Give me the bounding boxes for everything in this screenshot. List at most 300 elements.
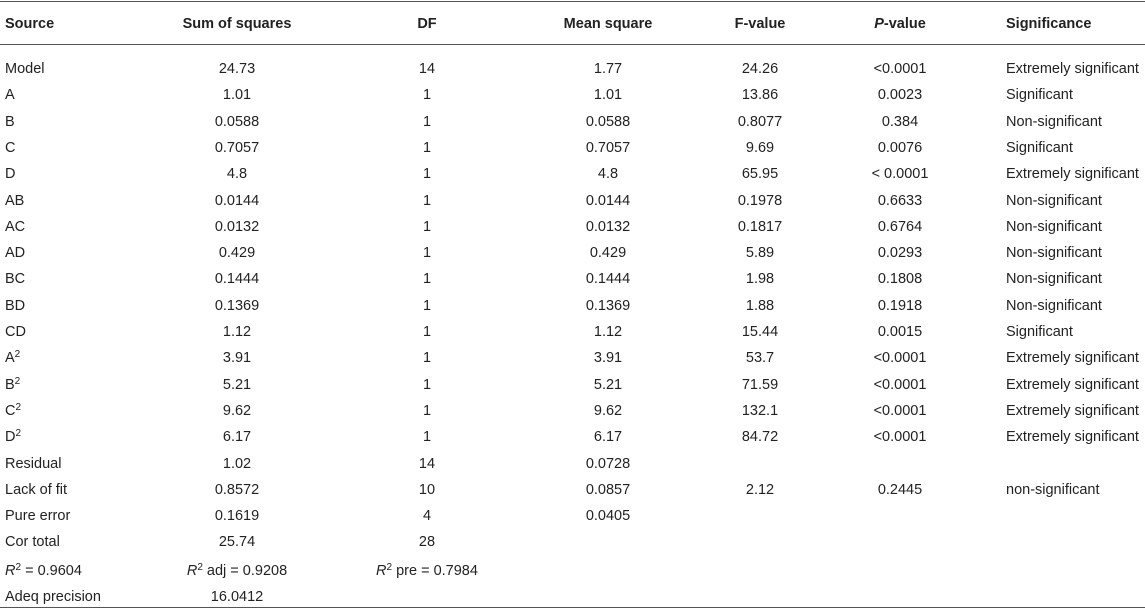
cell-df <box>347 503 507 529</box>
sum-of-squares-text: 3.91 <box>222 350 252 366</box>
cell-source <box>5 398 21 424</box>
f-value-text: 24.26 <box>741 61 779 77</box>
significance-text: Extremely significant <box>1006 403 1139 419</box>
f-value-text: 84.72 <box>741 429 779 445</box>
cell-df <box>347 161 507 187</box>
table-row <box>0 293 1145 319</box>
cell-sum-of-squares <box>157 345 317 371</box>
f-value-text: 65.95 <box>741 166 779 182</box>
df-text: 28 <box>418 534 436 550</box>
sum-of-squares-text: 6.17 <box>222 429 252 445</box>
cell-sum-of-squares <box>157 240 317 266</box>
df-text: 1 <box>422 114 432 130</box>
sum-of-squares-text: 0.0132 <box>214 219 260 235</box>
cell-p-value <box>820 424 980 450</box>
sum-of-squares-text: 1.01 <box>222 87 252 103</box>
source-text: Residual <box>5 456 62 472</box>
cell-p-value <box>820 372 980 398</box>
mean-square-text: 1.77 <box>593 61 623 77</box>
cell-df <box>347 56 507 82</box>
header-p-rest: -value <box>883 16 926 32</box>
cell-mean-square <box>528 266 688 292</box>
cell-f-value <box>680 451 840 477</box>
sum-of-squares-text: 0.0588 <box>214 114 260 130</box>
cell-source <box>5 503 70 529</box>
cell-source <box>5 529 60 555</box>
cell-df <box>347 188 507 214</box>
mean-square-text: 0.0132 <box>585 219 631 235</box>
p-value-text: <0.0001 <box>873 350 927 366</box>
sum-of-squares-text: 9.62 <box>222 403 252 419</box>
cell-df <box>347 424 507 450</box>
source-text: B <box>5 377 15 393</box>
cell-sum-of-squares <box>157 188 317 214</box>
table-row <box>0 372 1145 398</box>
cell-sum-of-squares <box>157 477 317 503</box>
source-text: Lack of fit <box>5 482 68 498</box>
cell-f-value <box>680 56 840 82</box>
cell-source <box>5 372 20 398</box>
cell-df <box>347 266 507 292</box>
significance-text: Extremely significant <box>1006 61 1139 77</box>
cell-p-value <box>820 319 980 345</box>
source-text: C <box>5 403 16 419</box>
cell-sum-of-squares <box>157 372 317 398</box>
cell-significance <box>1006 293 1102 319</box>
r2-pre-symbol: R <box>376 563 387 579</box>
cell-df <box>347 82 507 108</box>
cell-df <box>347 135 507 161</box>
cell-mean-square <box>528 135 688 161</box>
cell-sum-of-squares <box>157 503 317 529</box>
cell-p-value <box>820 529 980 555</box>
cell-sum-of-squares <box>157 161 317 187</box>
cell-df <box>347 214 507 240</box>
p-value-text: 0.384 <box>881 114 919 130</box>
cell-significance <box>1006 161 1139 187</box>
mean-square-text: 0.0728 <box>585 456 631 472</box>
cell-df <box>347 398 507 424</box>
cell-mean-square <box>528 345 688 371</box>
cell-df <box>347 372 507 398</box>
df-text: 1 <box>422 87 432 103</box>
r2-adj-cell <box>157 558 317 584</box>
mean-square-text: 4.8 <box>597 166 619 182</box>
f-value-text: 13.86 <box>741 87 779 103</box>
cell-sum-of-squares <box>157 56 317 82</box>
cell-mean-square <box>528 293 688 319</box>
header-mean-square: Mean square <box>563 16 653 32</box>
p-value-text: 0.0076 <box>877 140 923 156</box>
f-value-text: 0.1978 <box>737 193 783 209</box>
mean-square-text: 0.1369 <box>585 298 631 314</box>
source-text: D <box>5 429 16 445</box>
cell-sum-of-squares <box>157 398 317 424</box>
cell-mean-square <box>528 529 688 555</box>
cell-sum-of-squares <box>157 135 317 161</box>
table-row <box>0 135 1145 161</box>
table-row <box>0 398 1145 424</box>
significance-text: Significant <box>1006 87 1073 103</box>
cell-p-value <box>820 240 980 266</box>
fit-stats-row <box>0 558 1145 584</box>
df-text: 1 <box>422 350 432 366</box>
adeq-precision-value: 16.0412 <box>210 589 264 605</box>
p-value-text: 0.6633 <box>877 193 923 209</box>
source-text: AB <box>5 193 25 209</box>
mean-square-text: 0.7057 <box>585 140 631 156</box>
cell-significance <box>1006 135 1073 161</box>
sum-of-squares-text: 0.0144 <box>214 193 260 209</box>
source-text: Model <box>5 61 45 77</box>
cell-f-value <box>680 266 840 292</box>
df-text: 10 <box>418 482 436 498</box>
mean-square-text: 0.0405 <box>585 508 631 524</box>
df-text: 1 <box>422 377 432 393</box>
f-value-text: 0.1817 <box>737 219 783 235</box>
cell-f-value <box>680 345 840 371</box>
cell-f-value <box>680 477 840 503</box>
header-df: DF <box>417 16 437 32</box>
significance-text: Extremely significant <box>1006 377 1139 393</box>
cell-source <box>5 319 26 345</box>
cell-p-value <box>820 135 980 161</box>
cell-df <box>347 477 507 503</box>
cell-significance <box>1006 372 1139 398</box>
header-sum-of-squares: Sum of squares <box>182 16 292 32</box>
df-text: 1 <box>422 429 432 445</box>
cell-significance <box>1006 240 1102 266</box>
r2-cell <box>5 558 82 584</box>
f-value-text: 71.59 <box>741 377 779 393</box>
significance-text: non-significant <box>1006 482 1100 498</box>
df-text: 1 <box>422 245 432 261</box>
cell-source <box>5 451 61 477</box>
cell-p-value <box>820 214 980 240</box>
f-value-text: 2.12 <box>745 482 775 498</box>
r2-pre-value: pre = 0.7984 <box>392 563 478 579</box>
f-value-text: 0.8077 <box>737 114 783 130</box>
p-value-text: 0.1918 <box>877 298 923 314</box>
f-value-text: 9.69 <box>745 140 775 156</box>
mean-square-text: 0.0588 <box>585 114 631 130</box>
p-value-text: 0.1808 <box>877 271 923 287</box>
sum-of-squares-text: 1.02 <box>222 456 252 472</box>
table-row <box>0 451 1145 477</box>
p-value-text: <0.0001 <box>873 429 927 445</box>
cell-source <box>5 135 15 161</box>
r2-symbol: R <box>5 563 16 579</box>
source-text: C <box>5 140 16 156</box>
sum-of-squares-text: 0.8572 <box>214 482 260 498</box>
cell-p-value <box>820 109 980 135</box>
sum-of-squares-text: 0.1619 <box>214 508 260 524</box>
p-value-text: <0.0001 <box>873 403 927 419</box>
significance-text: Significant <box>1006 140 1073 156</box>
cell-f-value <box>680 214 840 240</box>
p-value-text: 0.2445 <box>877 482 923 498</box>
cell-significance <box>1006 56 1139 82</box>
cell-source <box>5 56 45 82</box>
cell-sum-of-squares <box>157 451 317 477</box>
r2-adj-value: adj = 0.9208 <box>202 563 288 579</box>
table-header-rule <box>0 44 1145 45</box>
table-row <box>0 56 1145 82</box>
cell-f-value <box>680 109 840 135</box>
table-row <box>0 240 1145 266</box>
cell-source <box>5 240 25 266</box>
cell-significance <box>1006 345 1139 371</box>
df-text: 1 <box>422 298 432 314</box>
p-value-text: <0.0001 <box>873 377 927 393</box>
table-row <box>0 477 1145 503</box>
df-text: 14 <box>418 456 436 472</box>
r2-pre-cell <box>347 558 507 584</box>
p-value-text: <0.0001 <box>873 61 927 77</box>
cell-significance <box>1006 477 1100 503</box>
adeq-precision-label: Adeq precision <box>5 589 101 605</box>
cell-source <box>5 424 21 450</box>
cell-sum-of-squares <box>157 82 317 108</box>
r2-adj-symbol: R <box>186 563 198 579</box>
cell-source <box>5 161 15 187</box>
cell-f-value <box>680 188 840 214</box>
table-row <box>0 424 1145 450</box>
cell-source <box>5 293 25 319</box>
source-text: CD <box>5 324 26 340</box>
p-value-text: 0.6764 <box>877 219 923 235</box>
cell-sum-of-squares <box>157 319 317 345</box>
p-value-text: 0.0293 <box>877 245 923 261</box>
f-value-text: 132.1 <box>741 403 779 419</box>
table-row <box>0 214 1145 240</box>
source-text: AC <box>5 219 26 235</box>
df-text: 1 <box>422 219 432 235</box>
source-text: A <box>5 350 15 366</box>
source-superscript: 2 <box>14 349 21 360</box>
mean-square-text: 0.429 <box>589 245 627 261</box>
cell-significance <box>1006 319 1073 345</box>
f-value-text: 1.98 <box>745 271 775 287</box>
table-row <box>0 161 1145 187</box>
table-row <box>0 319 1145 345</box>
cell-sum-of-squares <box>157 529 317 555</box>
cell-mean-square <box>528 56 688 82</box>
cell-p-value <box>820 451 980 477</box>
header-source: Source <box>5 16 55 32</box>
sum-of-squares-text: 0.1369 <box>214 298 260 314</box>
source-text: D <box>5 166 16 182</box>
significance-text: Non-significant <box>1006 271 1102 287</box>
cell-mean-square <box>528 477 688 503</box>
mean-square-text: 5.21 <box>593 377 623 393</box>
sum-of-squares-text: 0.429 <box>218 245 256 261</box>
p-value-text: < 0.0001 <box>871 166 929 182</box>
cell-f-value <box>680 135 840 161</box>
significance-text: Non-significant <box>1006 219 1102 235</box>
cell-f-value <box>680 424 840 450</box>
cell-sum-of-squares <box>157 214 317 240</box>
cell-mean-square <box>528 398 688 424</box>
cell-p-value <box>820 56 980 82</box>
cell-df <box>347 293 507 319</box>
cell-f-value <box>680 319 840 345</box>
mean-square-text: 1.01 <box>593 87 623 103</box>
source-superscript: 2 <box>14 376 21 387</box>
cell-p-value <box>820 293 980 319</box>
table-row <box>0 529 1145 555</box>
cell-significance <box>1006 214 1102 240</box>
cell-f-value <box>680 293 840 319</box>
cell-f-value <box>680 161 840 187</box>
sum-of-squares-text: 5.21 <box>222 377 252 393</box>
source-text: B <box>5 114 15 130</box>
cell-sum-of-squares <box>157 424 317 450</box>
mean-square-text: 6.17 <box>593 429 623 445</box>
cell-significance <box>1006 424 1139 450</box>
cell-sum-of-squares <box>157 293 317 319</box>
table-row <box>0 266 1145 292</box>
header-p-letter: P <box>874 16 884 32</box>
cell-p-value <box>820 188 980 214</box>
table-row <box>0 109 1145 135</box>
cell-source <box>5 188 24 214</box>
cell-f-value <box>680 503 840 529</box>
df-text: 14 <box>418 61 436 77</box>
source-text: Cor total <box>5 534 60 550</box>
df-text: 1 <box>422 324 432 340</box>
cell-f-value <box>680 372 840 398</box>
header-f-value: F-value <box>734 16 786 32</box>
table-row <box>0 188 1145 214</box>
significance-text: Non-significant <box>1006 298 1102 314</box>
df-text: 1 <box>422 403 432 419</box>
cell-source <box>5 109 15 135</box>
significance-text: Extremely significant <box>1006 350 1139 366</box>
cell-df <box>347 529 507 555</box>
cell-f-value <box>680 529 840 555</box>
cell-df <box>347 451 507 477</box>
p-value-text: 0.0023 <box>877 87 923 103</box>
cell-df <box>347 109 507 135</box>
cell-source <box>5 345 20 371</box>
df-text: 4 <box>422 508 432 524</box>
cell-mean-square <box>528 82 688 108</box>
table-header-row <box>0 2 1145 44</box>
cell-mean-square <box>528 240 688 266</box>
r2-value: = 0.9604 <box>21 563 82 579</box>
source-text: AD <box>5 245 26 261</box>
sum-of-squares-text: 0.7057 <box>214 140 260 156</box>
mean-square-text: 3.91 <box>593 350 623 366</box>
sum-of-squares-text: 0.1444 <box>214 271 260 287</box>
cell-p-value <box>820 266 980 292</box>
cell-mean-square <box>528 109 688 135</box>
cell-source <box>5 214 25 240</box>
source-superscript: 2 <box>15 402 22 413</box>
significance-text: Extremely significant <box>1006 429 1139 445</box>
cell-f-value <box>680 398 840 424</box>
cell-mean-square <box>528 372 688 398</box>
f-value-text: 53.7 <box>745 350 775 366</box>
df-text: 1 <box>422 271 432 287</box>
source-text: BC <box>5 271 26 287</box>
significance-text: Non-significant <box>1006 114 1102 130</box>
cell-source <box>5 82 15 108</box>
cell-p-value <box>820 503 980 529</box>
cell-mean-square <box>528 503 688 529</box>
cell-sum-of-squares <box>157 266 317 292</box>
source-text: Pure error <box>5 508 71 524</box>
r2-superscript: 2 <box>15 562 22 573</box>
cell-significance <box>1006 188 1102 214</box>
f-value-text: 5.89 <box>745 245 775 261</box>
mean-square-text: 0.0144 <box>585 193 631 209</box>
mean-square-text: 1.12 <box>593 324 623 340</box>
cell-f-value <box>680 240 840 266</box>
cell-df <box>347 345 507 371</box>
r2-pre-superscript: 2 <box>386 562 393 573</box>
mean-square-text: 0.0857 <box>585 482 631 498</box>
p-value-text: 0.0015 <box>877 324 923 340</box>
mean-square-text: 9.62 <box>593 403 623 419</box>
table-row <box>0 503 1145 529</box>
df-text: 1 <box>422 193 432 209</box>
source-text: A <box>5 87 15 103</box>
cell-df <box>347 319 507 345</box>
cell-significance <box>1006 398 1139 424</box>
df-text: 1 <box>422 140 432 156</box>
sum-of-squares-text: 25.74 <box>218 534 256 550</box>
f-value-text: 15.44 <box>741 324 779 340</box>
cell-significance <box>1006 266 1102 292</box>
cell-p-value <box>820 345 980 371</box>
significance-text: Non-significant <box>1006 193 1102 209</box>
cell-significance <box>1006 82 1073 108</box>
sum-of-squares-text: 4.8 <box>226 166 248 182</box>
cell-sum-of-squares <box>157 109 317 135</box>
cell-source <box>5 266 25 292</box>
cell-p-value <box>820 82 980 108</box>
cell-mean-square <box>528 214 688 240</box>
table-row <box>0 82 1145 108</box>
cell-p-value <box>820 161 980 187</box>
cell-p-value <box>820 477 980 503</box>
cell-mean-square <box>528 424 688 450</box>
cell-mean-square <box>528 451 688 477</box>
cell-mean-square <box>528 188 688 214</box>
sum-of-squares-text: 24.73 <box>218 61 256 77</box>
mean-square-text: 0.1444 <box>585 271 631 287</box>
source-text: BD <box>5 298 26 314</box>
significance-text: Extremely significant <box>1006 166 1139 182</box>
cell-df <box>347 240 507 266</box>
table-row <box>0 345 1145 371</box>
cell-f-value <box>680 82 840 108</box>
cell-mean-square <box>528 319 688 345</box>
source-superscript: 2 <box>15 428 22 439</box>
cell-p-value <box>820 398 980 424</box>
header-p-value <box>820 2 980 46</box>
cell-source <box>5 477 67 503</box>
significance-text: Non-significant <box>1006 245 1102 261</box>
sum-of-squares-text: 1.12 <box>222 324 252 340</box>
cell-significance <box>1006 109 1102 135</box>
f-value-text: 1.88 <box>745 298 775 314</box>
df-text: 1 <box>422 166 432 182</box>
header-significance: Significance <box>1006 16 1092 32</box>
r2-adj-superscript: 2 <box>197 562 203 573</box>
